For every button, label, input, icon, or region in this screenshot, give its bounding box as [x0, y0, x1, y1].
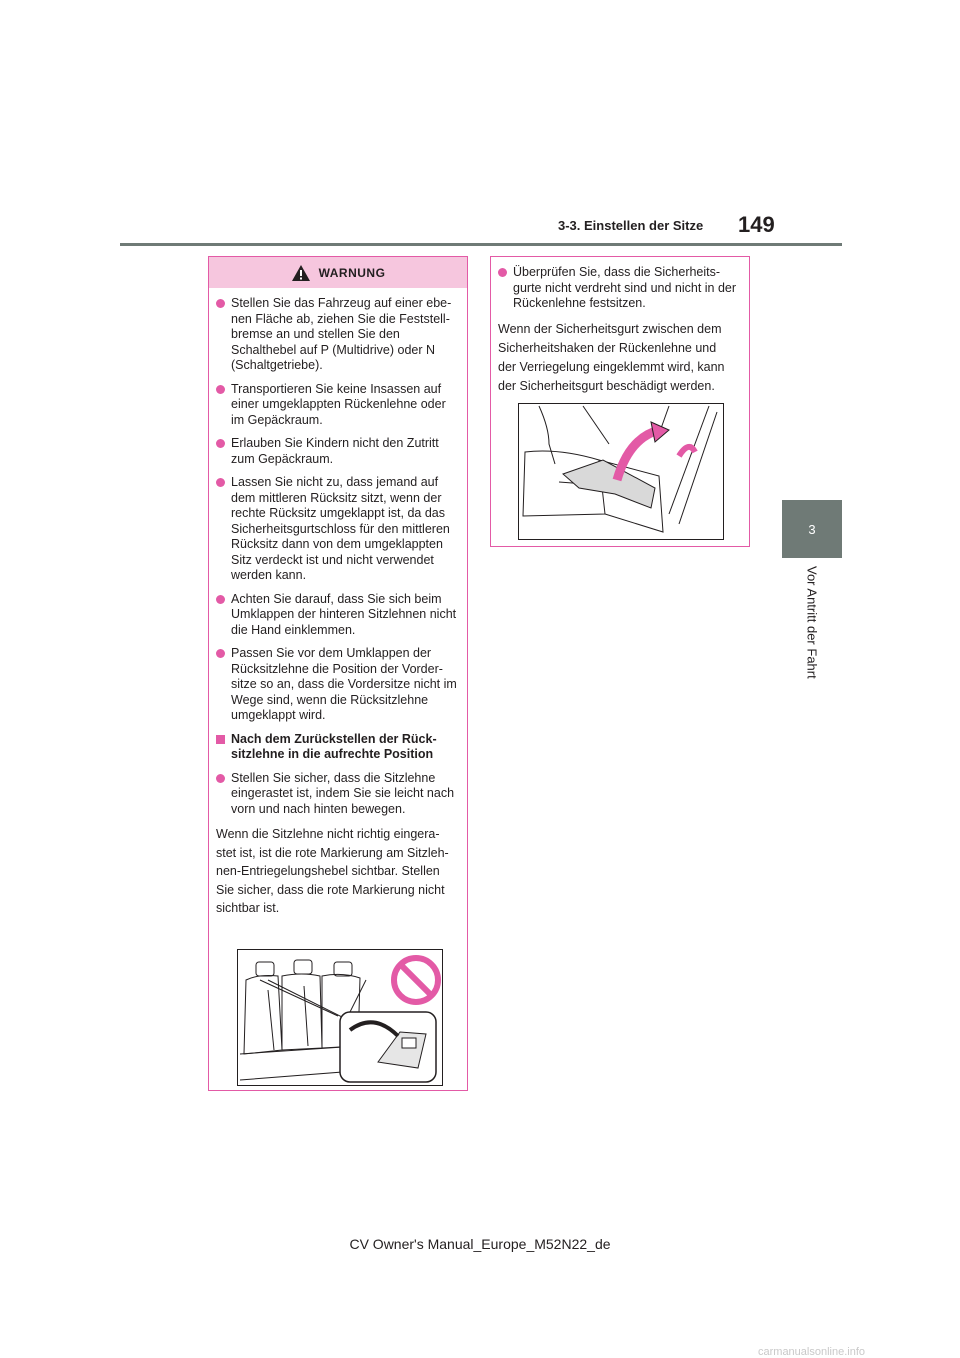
paragraph-line: Wenn die Sitzlehne nicht richtig eingera-: [216, 827, 440, 841]
seat-release-illustration: [237, 949, 443, 1086]
bullet-icon: [216, 478, 225, 487]
chapter-tab: 3: [782, 500, 842, 558]
paragraph-line: der Verriegelung eingeklemmt wird, kann: [498, 359, 725, 374]
bullet-icon: [216, 385, 225, 394]
note-item: [498, 265, 741, 312]
paragraph-line: stet ist, ist die rote Markierung am Sitzleh-: [216, 845, 449, 860]
section-title: 3-3. Einstellen der Sitze: [558, 218, 704, 233]
warning-item: [216, 771, 459, 818]
note-item-text: Überprüfen Sie, dass die Sicherheits-gurte nicht verdreht sind und nicht in der Rückenlehne festsitzen.: [513, 265, 737, 310]
chapter-side-label: [782, 566, 842, 706]
paragraph-line: Sicherheitshaken der Rückenlehne und: [498, 340, 717, 355]
warning-item: [216, 646, 459, 724]
bullet-icon: [216, 774, 225, 783]
warning-item-text: Stellen Sie sicher, dass die Sitzlehne eingerastet ist, indem Sie sie leicht nach vorn und nach hinten bewegen.: [231, 770, 455, 816]
warning-item-text: Erlauben Sie Kindern nicht den Zutritt zum Gepäckraum.: [231, 436, 439, 466]
warning-triangle-icon: [291, 264, 311, 282]
warning-item: [216, 592, 459, 639]
warning-item-text: Lassen Sie nicht zu, dass jemand auf dem mittleren Rücksitz sitzt, wenn der rechte Rücksitz umgeklappt ist, da das Sicherheitsgurtschloss für den mittleren Rücksitz dann von dem umgeklappten Sitz verdeckt ist und nicht verwendet werden kann.: [231, 475, 450, 582]
warning-item-text: Stellen Sie das Fahrzeug auf einer ebe-nen Fläche ab, ziehen Sie die Feststell-bremse an und stellen Sie den Schalthebel auf P (Multidrive) oder N (Schaltgetriebe).: [231, 296, 452, 372]
warning-item-text: Passen Sie vor dem Umklappen der Rücksitzlehne die Position der Vorder-sitze so an, dass die Vordersitze nicht im Wege sind, wenn die Rücksitzlehne umgeklappt wird.: [231, 646, 457, 722]
warning-item: [216, 475, 459, 584]
paragraph-line: Sie sicher, dass die rote Markierung nicht: [216, 882, 445, 897]
paragraph-line: sichtbar ist.: [216, 901, 280, 915]
bullet-icon: [216, 439, 225, 448]
warning-subheading: [216, 732, 459, 763]
seatbelt-note-box: [490, 256, 750, 547]
warning-item: [216, 382, 459, 429]
seatbelt-illustration: [518, 403, 724, 540]
paragraph-line: der Sicherheitsgurt beschädigt werden.: [498, 378, 715, 393]
chapter-title: Vor Antritt der Fahrt: [804, 566, 820, 679]
subheading-text: Nach dem Zurückstellen der Rück-sitzlehne in die aufrechte Position: [231, 731, 437, 761]
footer-watermark: carmanualsonline.info: [758, 1346, 866, 1358]
paragraph-line: Wenn der Sicherheitsgurt zwischen dem: [498, 321, 722, 336]
prohibited-icon: [394, 958, 438, 1002]
warning-item-text: Transportieren Sie keine Insassen auf einer umgeklappten Rückenlehne oder im Gepäckraum.: [231, 381, 446, 427]
square-bullet-icon: [216, 735, 225, 744]
bullet-icon: [216, 649, 225, 658]
bullet-icon: [498, 268, 507, 277]
paragraph-line: nen-Entriegelungshebel sichtbar. Stellen: [216, 864, 440, 878]
page-number: 149: [738, 212, 775, 237]
bullet-icon: [216, 299, 225, 308]
header-rule: [120, 243, 842, 246]
warning-box: [208, 256, 468, 1091]
warning-item: [216, 296, 459, 374]
warning-item-text: Achten Sie darauf, dass Sie sich beim Umklappen der hinteren Sitzlehnen nicht die Hand einklemmen.: [231, 591, 457, 637]
warning-item: [216, 436, 459, 467]
warning-title: WARNUNG: [318, 265, 386, 280]
footer-manual-id: CV Owner's Manual_Europe_M52N22_de: [349, 1236, 611, 1252]
bullet-icon: [216, 595, 225, 604]
warning-header: [209, 257, 467, 288]
